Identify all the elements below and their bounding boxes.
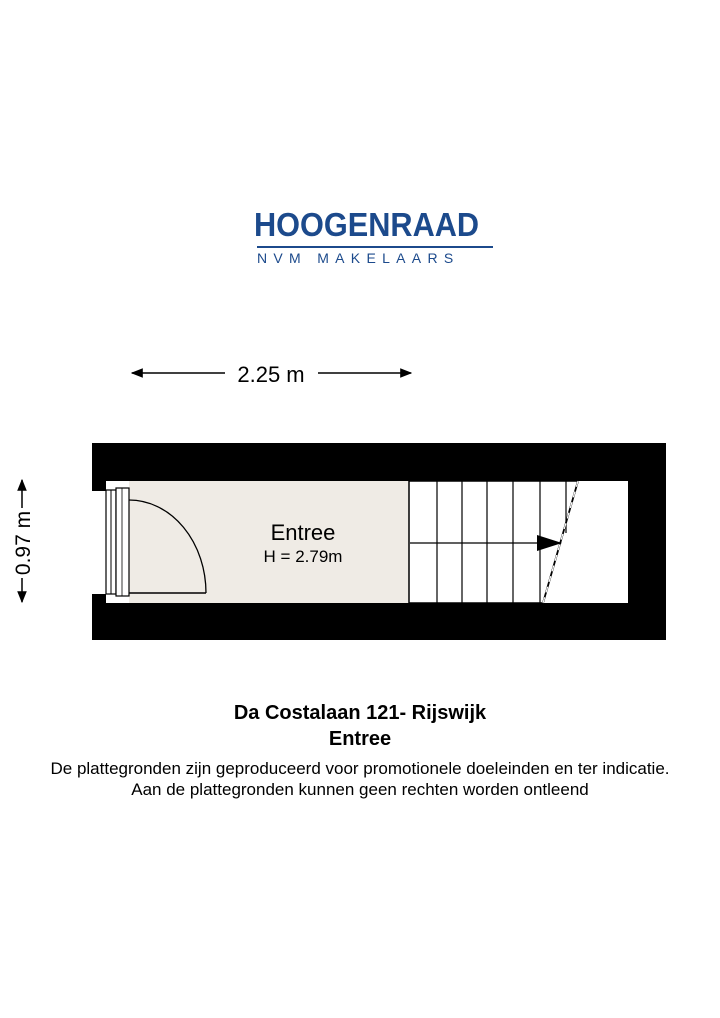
floor-title: Entree — [328, 728, 392, 750]
wall-right — [628, 443, 666, 640]
width-dimension — [132, 362, 411, 387]
window-frame — [106, 488, 129, 596]
disclaimer-line-2: Aan de plattegronden kunnen geen rechten worden ontleend — [131, 780, 589, 799]
wall-top — [92, 443, 666, 481]
logo-subtitle: NVM MAKELAARS — [257, 250, 460, 266]
room-floor — [129, 481, 409, 603]
wall-left-lower — [92, 594, 106, 640]
staircase — [409, 481, 578, 603]
disclaimer-line-1: De plattegronden zijn geproduceerd voor promotionele doeleinden en ter indicatie. — [50, 759, 670, 778]
property-address: Da Costalaan 121- Rijswijk — [233, 702, 487, 724]
height-label: 0.97 m — [12, 510, 35, 576]
width-label: 2.25 m — [237, 362, 305, 387]
room-height: H = 2.79m — [263, 547, 343, 566]
wall-left-upper — [92, 443, 106, 491]
plan-caption — [0, 700, 720, 800]
room-name: Entree — [270, 520, 336, 545]
disclaimer — [0, 758, 720, 800]
logo-name: HOOGENRAAD — [254, 206, 480, 243]
height-dimension — [12, 480, 35, 602]
wall-bottom — [92, 603, 666, 640]
